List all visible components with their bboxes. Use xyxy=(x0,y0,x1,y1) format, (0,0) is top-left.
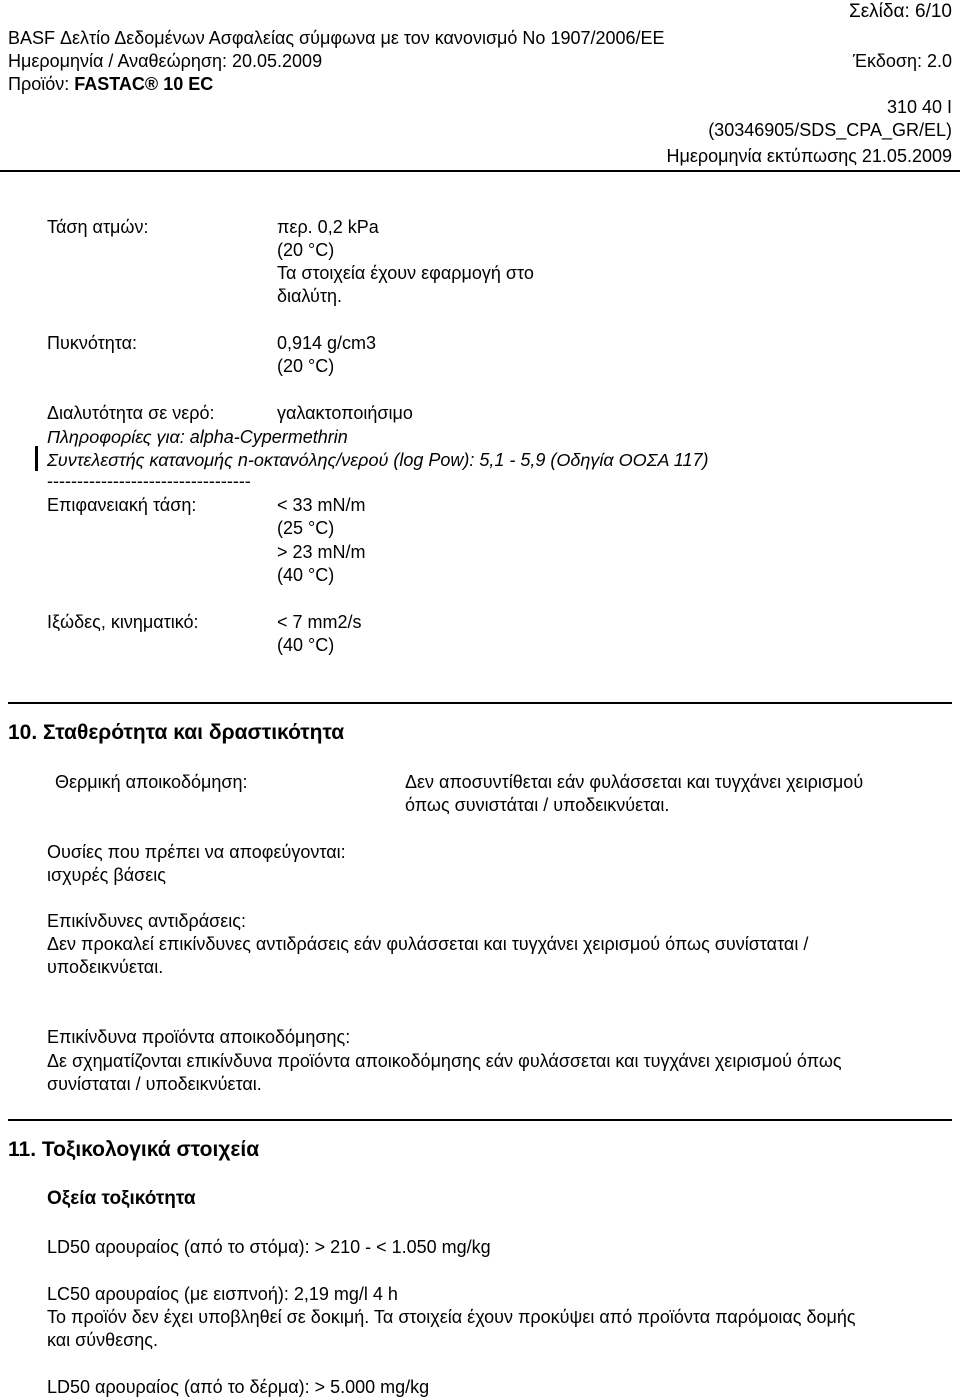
inhalation-note-2: και σύνθεσης. xyxy=(47,1330,158,1350)
vapour-pressure-note: Τα στοιχεία έχουν εφαρμογή στο xyxy=(277,263,534,283)
page-number: Σελίδα: 6/10 xyxy=(848,1,952,22)
thermal-decomposition-value: Δεν αποσυντίθεται εάν φυλάσσεται και τυγχάνει χειρισμού xyxy=(405,772,864,792)
inhalation-note: Το προϊόν δεν έχει υποβληθεί σε δοκιμή. Τα στοιχεία έχουν προκύψει από προϊόντα παρόμοιας δομής xyxy=(47,1307,856,1327)
decomposition-products-value: Δε σχηματίζονται επικίνδυνα προϊόντα αποικοδόμησης εάν φυλάσσεται και τυγχάνει χειρισμού όπως xyxy=(47,1051,842,1071)
version: Έκδοση: 2.0 xyxy=(852,51,952,71)
print-date: Ημερομηνία εκτύπωσης 21.05.2009 xyxy=(666,146,952,166)
thermal-decomposition-value-2: όπως συνιστάται / υποδεικνύεται. xyxy=(405,795,670,815)
surface-tension-label: Επιφανειακή τάση: xyxy=(47,495,197,515)
vapour-pressure-value: περ. 0,2 kPa xyxy=(277,217,379,237)
hazardous-reactions-label: Επικίνδυνες αντιδράσεις: xyxy=(47,911,246,931)
product-line xyxy=(8,73,213,96)
acute-toxicity-heading: Οξεία τοξικότητα xyxy=(47,1188,196,1209)
product-code: 310 40 I xyxy=(886,97,952,117)
density-label: Πυκνότητα: xyxy=(47,333,137,353)
density-value: 0,914 g/cm3 xyxy=(277,333,377,353)
hazardous-reactions-value-2: υποδεικνύεται. xyxy=(47,957,164,977)
section-10-heading: 10. Σταθερότητα και δραστικότητα xyxy=(8,721,345,744)
product-prefix: Προϊόν: xyxy=(8,74,75,94)
substances-to-avoid-label: Ουσίες που πρέπει να αποφεύγονται: xyxy=(47,842,346,862)
info-substance: Πληροφορίες για: alpha-Cypermethrin xyxy=(47,427,348,447)
substances-to-avoid-value: ισχυρές βάσεις xyxy=(47,865,166,885)
surface-tension-value-1: < 33 mN/m xyxy=(277,495,366,515)
lc50-inhalation: LC50 αρουραίος (με εισπνοή): 2,19 mg/l 4 h xyxy=(47,1284,398,1304)
document-title: BASF Δελτίο Δεδομένων Ασφαλείας σύμφωνα με τον κανονισμό Νο 1907/2006/ΕΕ xyxy=(8,28,665,48)
density-temp: (20 °C) xyxy=(277,356,335,376)
revision-date: Ημερομηνία / Αναθεώρηση: 20.05.2009 xyxy=(8,51,323,71)
revision-change-bar xyxy=(35,446,38,471)
section-10-divider xyxy=(8,702,952,704)
partition-coefficient: Συντελεστής κατανομής n-οκτανόλης/νερού (log Pow): 5,1 - 5,9 (Οδηγία ΟΟΣΑ 117) xyxy=(47,450,709,470)
header-divider xyxy=(0,170,960,172)
surface-tension-value-2: > 23 mN/m xyxy=(277,542,366,562)
surface-tension-temp-2: (40 °C) xyxy=(277,565,335,585)
ld50-oral: LD50 αρουραίος (από το στόμα): > 210 - < 1.050 mg/kg xyxy=(47,1237,491,1257)
hazardous-reactions-value: Δεν προκαλεί επικίνδυνες αντιδράσεις εάν φυλάσσεται και τυγχάνει χειρισμού όπως συνίσταται / xyxy=(47,934,809,954)
decomposition-products-value-2: συνίσταται / υποδεικνύεται. xyxy=(47,1074,262,1094)
vapour-pressure-label: Τάση ατμών: xyxy=(47,217,149,237)
vapour-pressure-note-2: διαλύτη. xyxy=(277,286,342,306)
section-11-heading: 11. Τοξικολογικά στοιχεία xyxy=(8,1138,260,1161)
dashed-separator: ---------------------------------- xyxy=(47,471,251,491)
document-code: (30346905/SDS_CPA_GR/EL) xyxy=(708,120,952,140)
decomposition-products-label: Επικίνδυνα προϊόντα αποικοδόμησης: xyxy=(47,1027,351,1047)
solubility-label: Διαλυτότητα σε νερό: xyxy=(47,403,215,423)
product-name: FASTAC® 10 EC xyxy=(74,74,214,94)
viscosity-value: < 7 mm2/s xyxy=(277,612,362,632)
ld50-dermal: LD50 αρουραίος (από το δέρμα): > 5.000 mg/kg xyxy=(47,1377,430,1397)
viscosity-temp: (40 °C) xyxy=(277,635,335,655)
section-11-divider xyxy=(8,1119,952,1121)
surface-tension-temp-1: (25 °C) xyxy=(277,518,335,538)
solubility-value: γαλακτοποιήσιμο xyxy=(277,403,413,423)
thermal-decomposition-label: Θερμική αποικοδόμηση: xyxy=(55,772,248,792)
viscosity-label: Ιξώδες, κινηματικό: xyxy=(47,612,199,632)
vapour-pressure-temp: (20 °C) xyxy=(277,240,335,260)
